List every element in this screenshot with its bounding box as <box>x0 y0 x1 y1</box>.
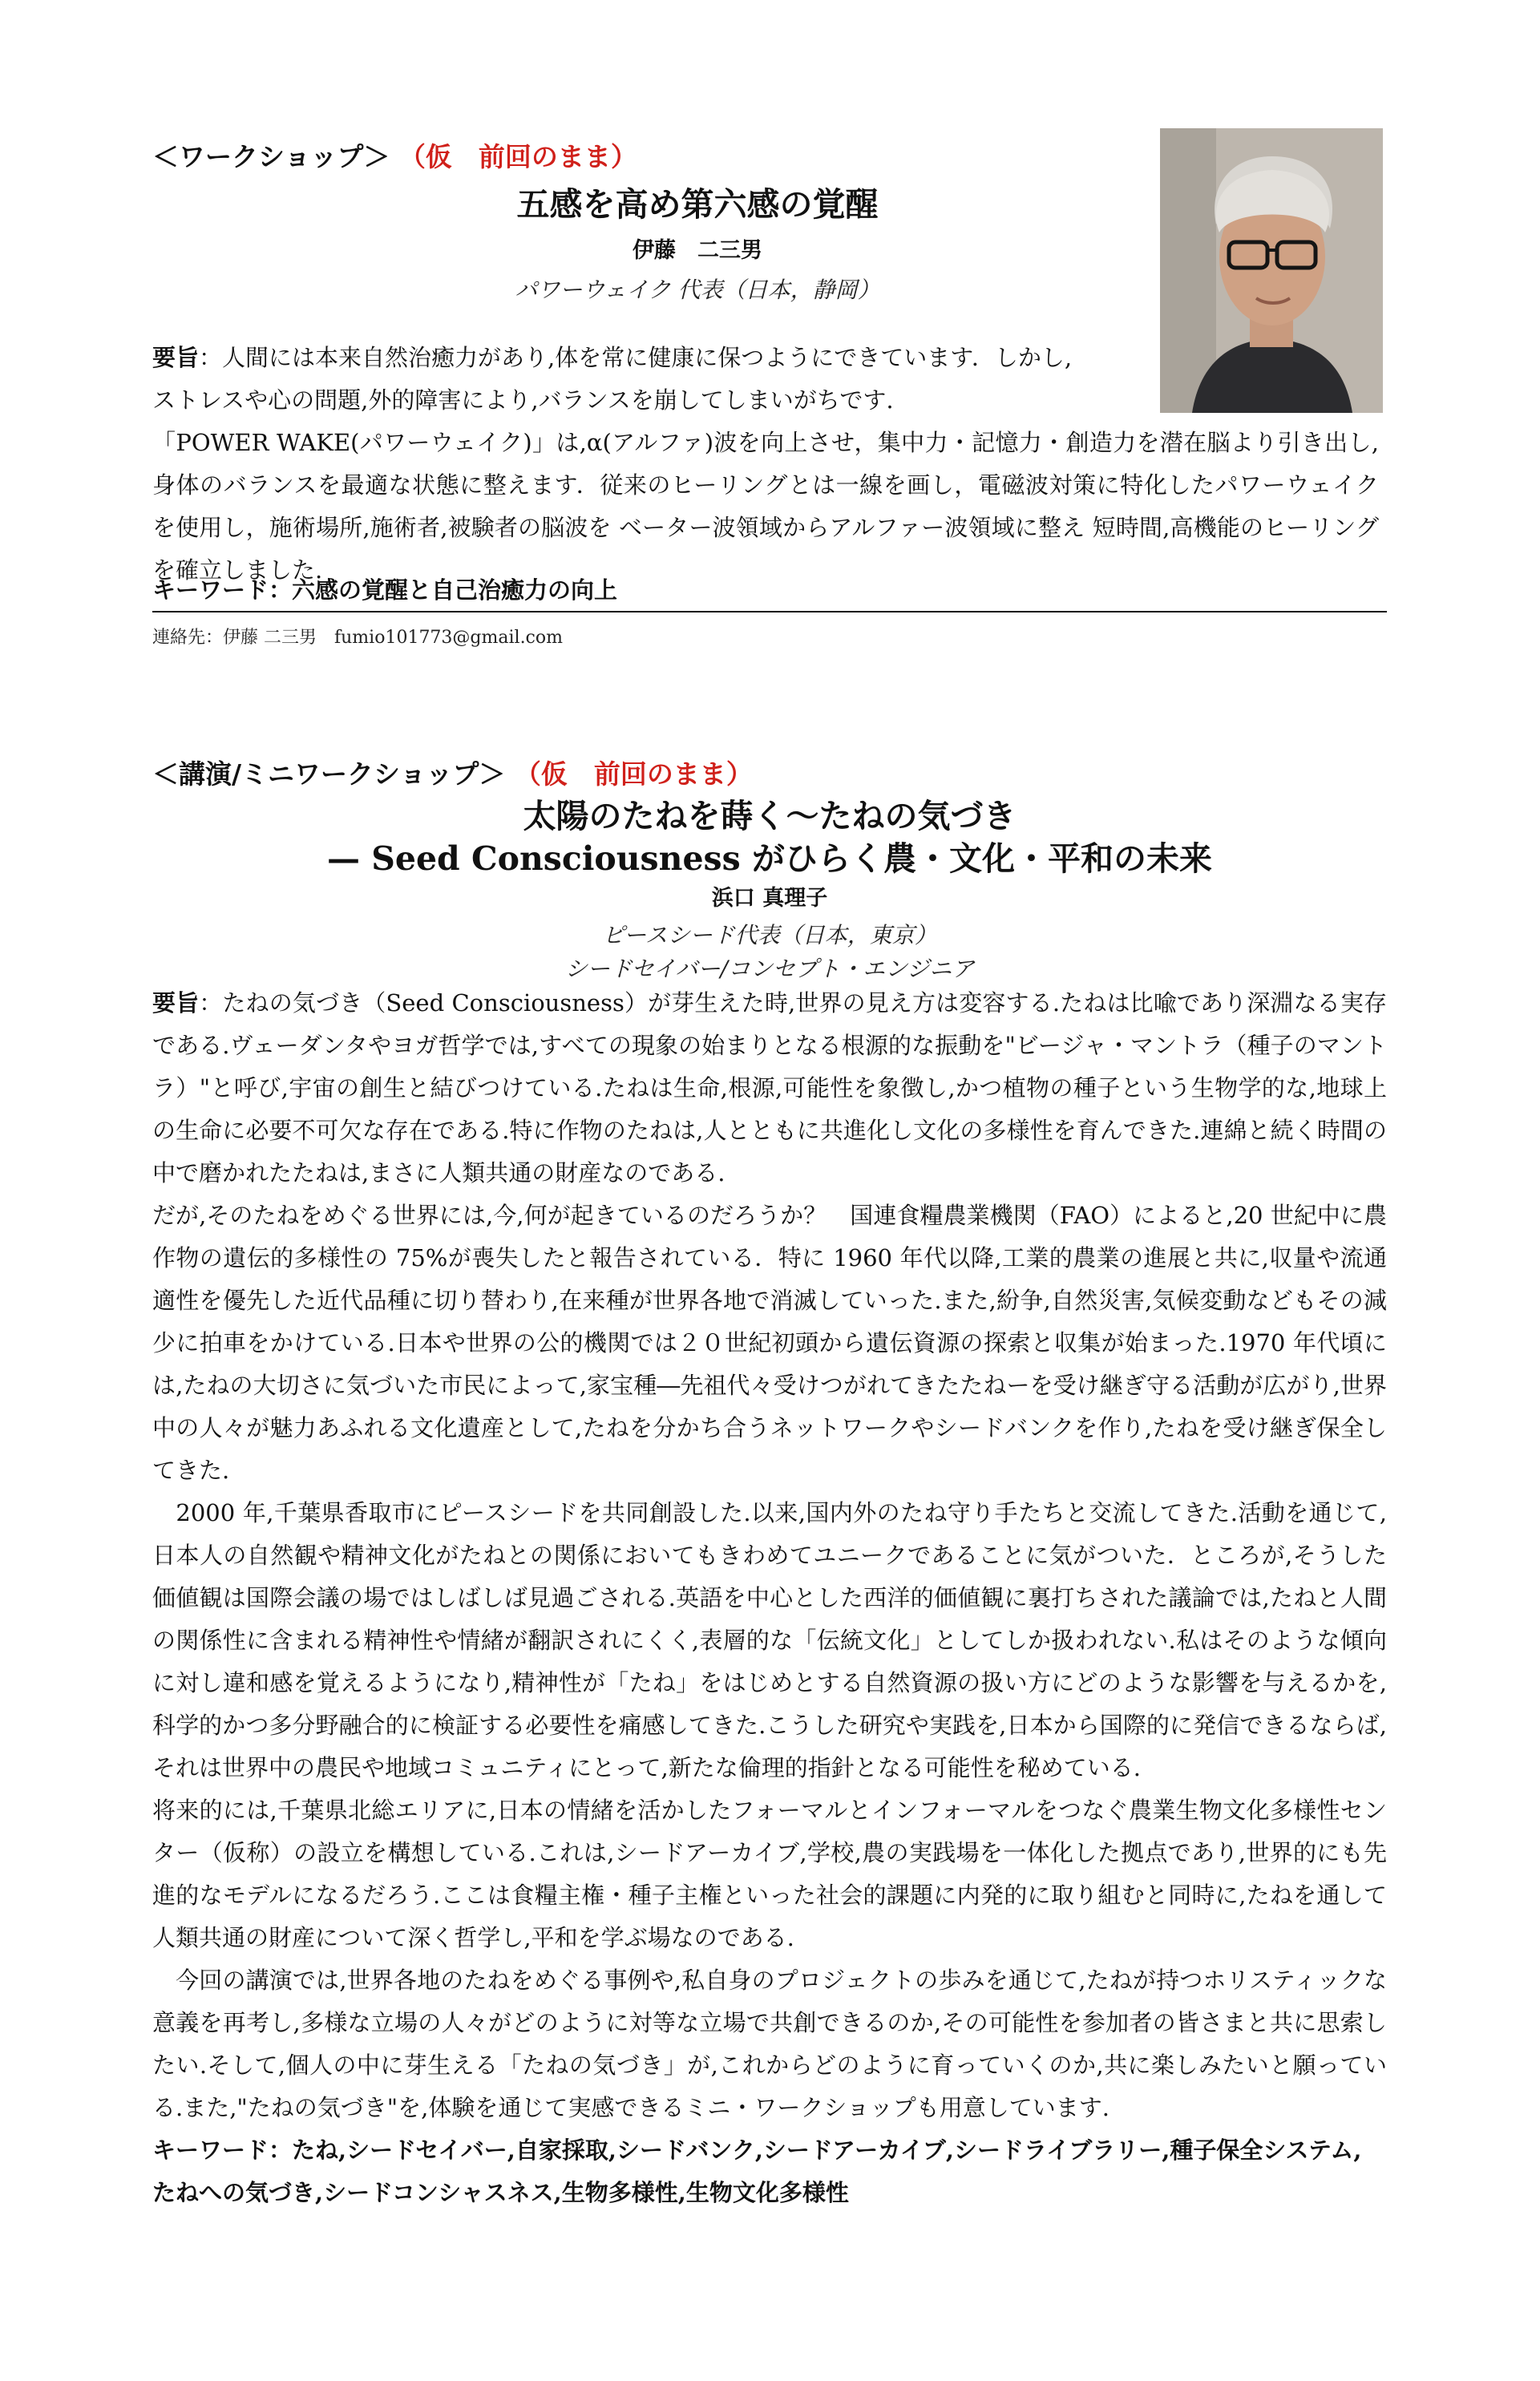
lecture-keywords <box>152 2129 1387 2214</box>
workshop-keywords-label: キーワード： <box>152 576 293 604</box>
lecture-section-header <box>152 754 753 791</box>
workshop-status-note: （仮 前回のまま） <box>398 141 637 172</box>
workshop-section-label: ＜ワークショップ＞ <box>152 141 390 172</box>
lecture-status-note: （仮 前回のまま） <box>514 758 753 790</box>
workshop-presenter: 伊藤 二三男 <box>633 238 762 263</box>
lecture-presenter: 浜口 真理子 <box>711 886 828 911</box>
lecture-affiliation-line1: ピースシード代表（日本，東京） <box>602 922 937 948</box>
lecture-paragraph-3: 2000 年,千葉県香取市にピースシードを共同創設した.以来,国内外のたね守り手たちと交流してきた.活動を通じて,日本人の自然観や精神文化がたねとの関係においてもきわめてユニークであることに気がついた．ところが,そうした価値観は国際会議の場ではしばしば見過ごされる.英語を中心とした西洋的価値観に裏打ちされた議論では,たねと人間の関係性に含まれる精神性や情緒が翻訳されにくく,表層的な「伝統文化」としてしか扱われない.私はそのような傾向に対し違和感を覚えるようになり,精神性が「たね」をはじめとする自然資源の扱い方にどのような影響を与えるかを,科学的かつ多分野融合的に検証する必要性を痛感してきた.こうした研究や実践を,日本から国際的に発信できるならば,それは世界中の農民や地域コミュニティにとって,新たな倫理的指針となる可能性を秘めている. <box>152 1499 1387 1781</box>
workshop-abstract-line2: ストレスや心の問題,外的障害により,バランスを崩してしまいがちです. <box>152 386 894 414</box>
workshop-abstract <box>152 337 1379 592</box>
lecture-keywords-label: キーワード： <box>152 2136 293 2164</box>
lecture-abstract-lead: 要旨 <box>152 989 200 1017</box>
section-divider <box>152 611 1387 612</box>
lecture-paragraph-5: 今回の講演では,世界各地のたねをめぐる事例や,私自身のプロジェクトの歩みを通じて,たねが持つホリスティックな意義を再考し,多様な立場の人々がどのように対等な立場で共創できるのか,その可能性を参加者の皆さまと共に思索したい.そして,個人の中に芽生える「たねの気づき」が,これからどのように育っていくのか,共に楽しみたいと願っている.また,"たねの気づき"を,体験を通じて実感できるミニ・ワークショップも用意しています. <box>152 1967 1387 2121</box>
lecture-section-label: ＜講演/ミニワークショップ＞ <box>152 758 506 790</box>
workshop-keywords <box>152 569 617 612</box>
workshop-title: 五感を高め第六感の覚醒 <box>516 185 879 224</box>
lecture-keywords-line2: たねへの気づき,シードコンシャスネス,生物多様性,生物文化多様性 <box>152 2179 849 2206</box>
workshop-abstract-lead: 要旨 <box>152 344 200 371</box>
workshop-abstract-line1: 要旨：人間には本来自然治癒力があり,体を常に健康に保つようにできています．しかし, <box>152 344 1073 371</box>
lecture-abstract <box>152 982 1387 2214</box>
workshop-affiliation: パワーウェイク 代表（日本，静岡） <box>515 277 880 303</box>
workshop-keywords-text: 六感の覚醒と自己治癒力の向上 <box>292 576 618 604</box>
lecture-paragraph-4: 将来的には,千葉県北総エリアに,日本の情緒を活かしたフォーマルとインフォーマルをつなぐ農業生物文化多様性センター（仮称）の設立を構想している.これは,シードアーカイブ,学校,農の実践場を一体化した拠点であり,世界的にも先進的なモデルになるだろう.ここは食糧主権・種子主権といった社会的課題に内発的に取り組むと同時に,たねを通して人類共通の財産について深く哲学し,平和を学ぶ場なのである. <box>152 1797 1387 1951</box>
lecture-title-line2: — Seed Consciousness がひらく農・文化・平和の未来 <box>327 839 1212 878</box>
lecture-affiliation-line2: シードセイバー/コンセプト・エンジニア <box>564 956 975 982</box>
lecture-title-line1: 太陽のたねを蒔く〜たねの気づき <box>523 797 1017 835</box>
lecture-paragraph-2: だが,そのたねをめぐる世界には,今,何が起きているのだろうか？ 国連食糧農業機関（FAO）によると,20 世紀中に農作物の遺伝的多様性の 75%が喪失したと報告されている．特に 1960 年代以降,工業的農業の進展と共に,収量や流通適性を優先した近代品種に切り替わり,在来種が世界各地で消滅していった.また,紛争,自然災害,気候変動などもその減少に拍車をかけている.日本や世界の公的機関では２０世紀初頭から遺伝資源の探索と収集が始まった.1970 年代頃には,たねの大切さに気づいた市民によって,家宝種―先祖代々受けつがれてきたたねーを受け継ぎ守る活動が広がり,世界中の人々が魅力あふれる文化遺産として,たねを分かち合うネットワークやシードバンクを作り,たねを受け継ぎ保全してきた. <box>152 1202 1387 1484</box>
workshop-abstract-para2: 「POWER WAKE(パワーウェイク)」は,α(アルファ)波を向上させ，集中力・記憶力・創造力を潜在脳より引き出し,身体のバランスを最適な状態に整えます．従来のヒーリングとは一線を画し，電磁波対策に特化したパワーウェイクを使用し，施術場所,施術者,被験者の脳波を ベーター波領域からアルファー波領域に整え 短時間,高機能のヒーリングを確立しました. <box>152 429 1379 584</box>
lecture-keywords-line1: たね,シードセイバー,自家採取,シードバンク,シードアーカイブ,シードライブラリー,種子保全システム, <box>292 2136 1362 2164</box>
workshop-contact: 連絡先：伊藤 二三男 fumio101773@gmail.com <box>152 628 563 648</box>
workshop-section-header <box>152 136 637 174</box>
lecture-paragraph-1: 要旨：たねの気づき（Seed Consciousness）が芽生えた時,世界の見え方は変容する.たねは比喩であり深淵なる実存である.ヴェーダンタやヨガ哲学では,すべての現象の始まりとなる根源的な振動を"ビージャ・マントラ（種子のマントラ）"と呼び,宇宙の創生と結びつけている.たねは生命,根源,可能性を象徴し,かつ植物の種子という生物学的な,地球上の生命に必要不可欠な存在である.特に作物のたねは,人とともに共進化し文化の多様性を育んできた.連綿と続く時間の中で磨かれたたねは,まさに人類共通の財産なのである. <box>152 989 1387 1186</box>
